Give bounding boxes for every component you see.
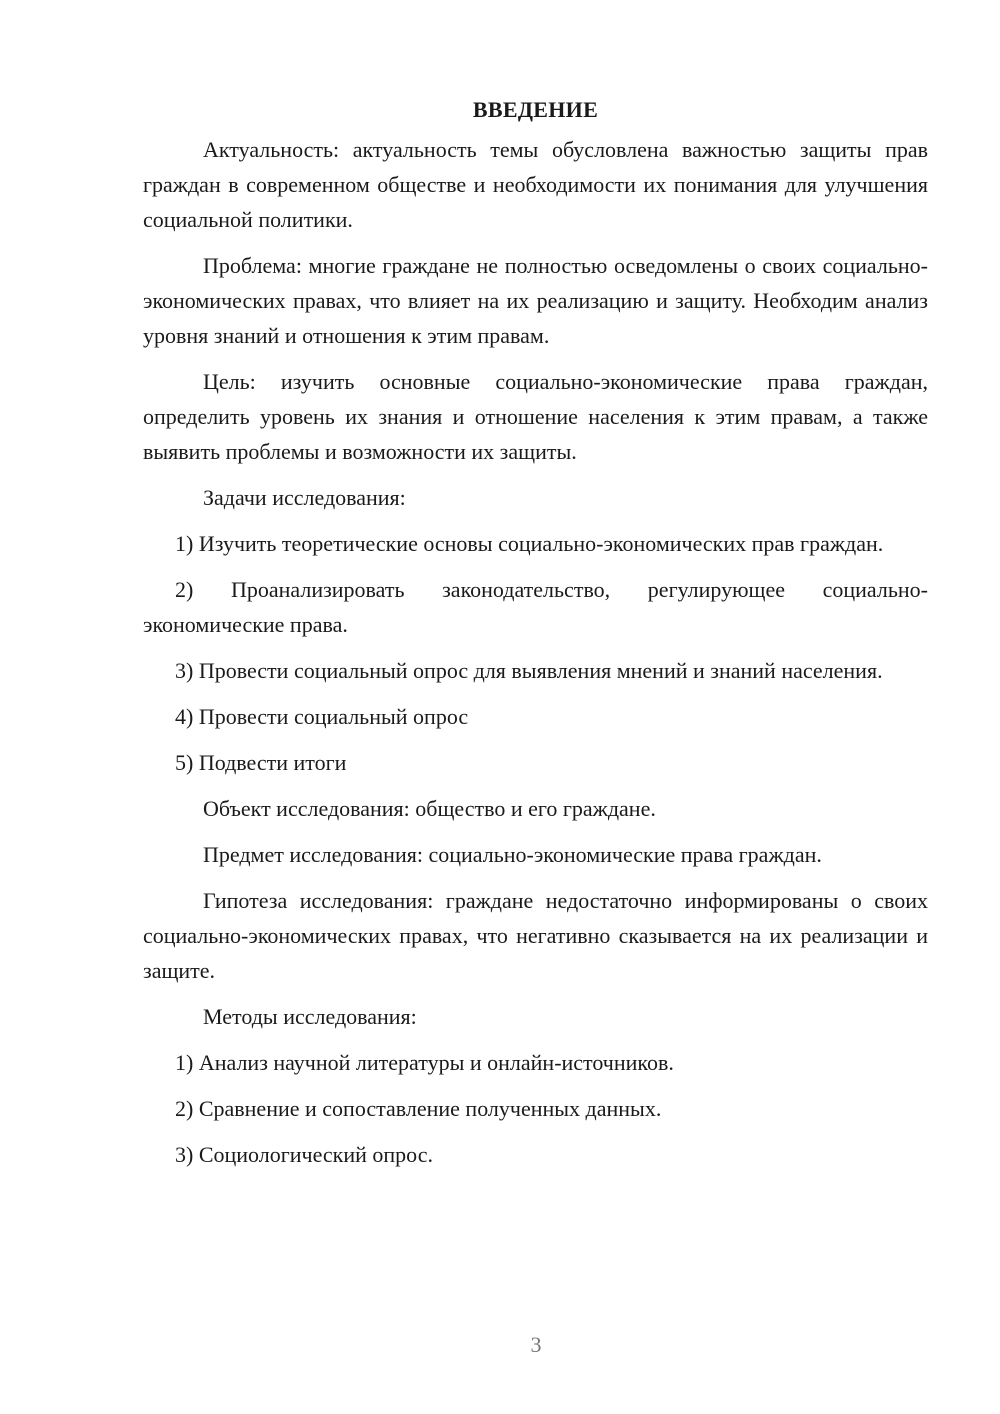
subject-paragraph: Предмет исследования: социально-экономические права граждан.	[203, 842, 822, 867]
section-title: ВВЕДЕНИЕ	[472, 97, 599, 122]
method-item-1: 1) Анализ научной литературы и онлайн-источников.	[175, 1050, 674, 1075]
relevance-paragraph: Актуальность: актуальность темы обусловлена важностью защиты прав граждан в современном обществе и необходимости их понимания для улучшения социальной политики.	[143, 137, 928, 232]
method-item-3: 3) Социологический опрос.	[175, 1142, 433, 1167]
document-page	[143, 92, 928, 1183]
task-item-3: 3) Провести социальный опрос для выявления мнений и знаний населения.	[175, 658, 883, 683]
page-number: 3	[530, 1332, 542, 1357]
object-paragraph: Объект исследования: общество и его граждане.	[203, 796, 656, 821]
method-item-2: 2) Сравнение и сопоставление полученных данных.	[175, 1096, 662, 1121]
task-item-5: 5) Подвести итоги	[175, 750, 347, 775]
task-item-4: 4) Провести социальный опрос	[175, 704, 469, 729]
task-item-2: 2) Проанализировать законодательство, регулирующее социально-экономические права.	[143, 577, 928, 637]
goal-paragraph: Цель: изучить основные социально-экономические права граждан, определить уровень их знания и отношение населения к этим правам, а также выявить проблемы и возможности их защиты.	[143, 369, 928, 464]
hypothesis-paragraph: Гипотеза исследования: граждане недостаточно информированы о своих социально-экономических правах, что негативно сказывается на их реализации и защите.	[143, 888, 928, 983]
methods-heading: Методы исследования:	[203, 1004, 417, 1029]
tasks-heading: Задачи исследования:	[203, 485, 406, 510]
task-item-1: 1) Изучить теоретические основы социально-экономических прав граждан.	[175, 531, 884, 556]
problem-paragraph: Проблема: многие граждане не полностью осведомлены о своих социально-экономических правах, что влияет на их реализацию и защиту. Необходим анализ уровня знаний и отношения к этим правам.	[143, 253, 928, 348]
